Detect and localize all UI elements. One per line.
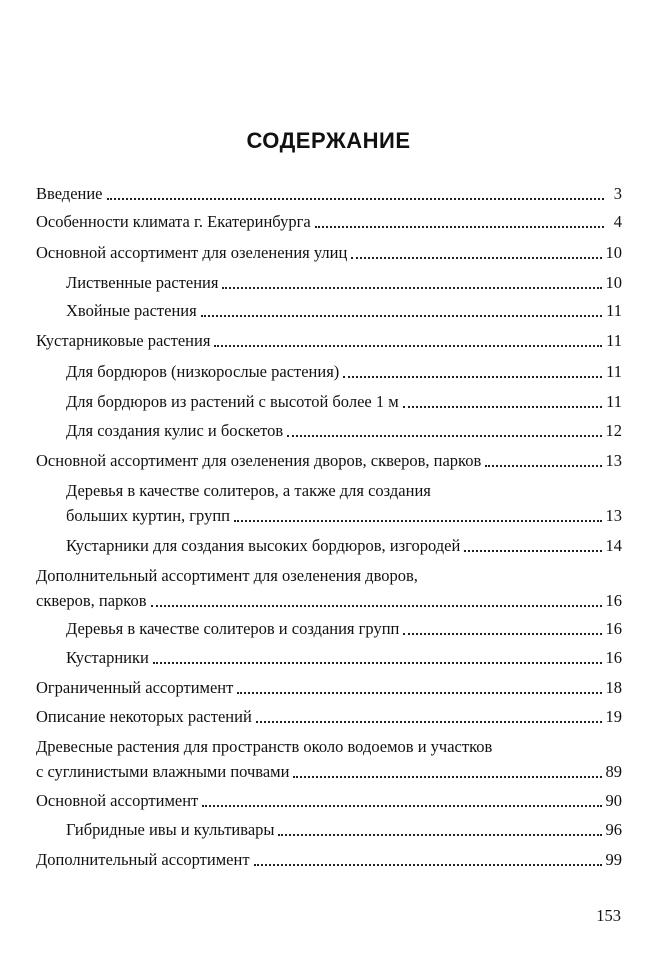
toc-entry [36, 677, 622, 699]
toc-entry-page: 16 [605, 648, 622, 667]
dot-leader [315, 211, 604, 228]
dot-leader [343, 361, 602, 378]
dot-leader [107, 183, 604, 200]
toc-entry-page: 11 [606, 392, 622, 411]
toc-entry-page: 10 [605, 273, 622, 292]
toc-entry-page: 16 [605, 591, 622, 610]
toc-entry-page: 16 [605, 619, 622, 638]
toc-entry-text: Кустарники [66, 648, 149, 667]
dot-leader [278, 819, 601, 836]
toc-subentry [66, 272, 622, 294]
toc-entry-page: 11 [606, 331, 622, 350]
dot-leader [214, 330, 602, 347]
toc-entry [36, 211, 622, 233]
toc-entry [36, 706, 622, 728]
toc-entry-page: 11 [606, 301, 622, 320]
toc-subentry [66, 819, 622, 841]
toc-entry [36, 790, 622, 812]
toc-entry-line1: Дополнительный ассортимент для озеленения дворов, [36, 566, 418, 585]
toc-subentry [66, 535, 622, 557]
toc-entry-text: больших куртин, групп [66, 506, 230, 525]
dot-leader [351, 242, 601, 259]
toc-entry-text: с суглинистыми влажными почвами [36, 762, 290, 781]
toc-entry-page: 18 [605, 678, 622, 697]
page-number: 153 [596, 906, 621, 925]
toc-entry-page: 11 [606, 362, 622, 381]
toc-entry-page: 99 [605, 850, 622, 869]
toc-entry-text: Введение [36, 184, 103, 203]
dot-leader [234, 505, 602, 522]
toc-entry-page: 13 [605, 451, 622, 470]
toc-subentry [66, 361, 622, 383]
toc-entry [36, 330, 622, 352]
toc-subentry [66, 647, 622, 669]
toc-subentry [66, 300, 622, 322]
toc-entry-page: 3 [613, 184, 622, 203]
toc-entry-page: 10 [605, 243, 622, 262]
toc-entry-text: Хвойные растения [66, 301, 197, 320]
toc-entry-page: 89 [605, 762, 622, 781]
dot-leader [464, 535, 601, 552]
toc-subentry [66, 505, 622, 527]
toc-entry-text: Для создания кулис и боскетов [66, 421, 284, 440]
dot-leader [403, 618, 601, 635]
toc-entry-text: Основной ассортимент [36, 791, 199, 810]
toc-entry-page: 19 [605, 707, 622, 726]
toc-entry-text: Особенности климата г. Екатеринбурга [36, 212, 311, 231]
toc-entry-line1: Древесные растения для пространств около водоемов и участков [36, 737, 493, 756]
toc-entry-text: Для бордюров из растений с высотой более 1 м [66, 392, 399, 411]
dot-leader [403, 391, 602, 408]
dot-leader [293, 761, 601, 778]
dot-leader [287, 420, 601, 437]
toc-entry-text: Деревья в качестве солитеров и создания групп [66, 619, 400, 638]
toc-subentry [66, 420, 622, 442]
toc-entry-page: 13 [605, 506, 622, 525]
toc-entry-page: 4 [613, 212, 622, 231]
toc-entry [36, 242, 622, 264]
toc-subentry [66, 618, 622, 640]
dot-leader [153, 647, 602, 664]
toc-entry [36, 590, 622, 612]
toc-entry-text: Ограниченный ассортимент [36, 678, 234, 697]
toc-entry [36, 450, 622, 472]
toc-entry [36, 183, 622, 205]
dot-leader [151, 590, 602, 607]
toc-entry-text: Кустарники для создания высоких бордюров, изгородей [66, 536, 461, 555]
page-title: СОДЕРЖАНИЕ [246, 128, 411, 153]
toc-entry-text: Кустарниковые растения [36, 331, 211, 350]
toc-entry-text: Описание некоторых растений [36, 707, 252, 726]
dot-leader [201, 300, 602, 317]
toc-entry-text: Основной ассортимент для озеленения улиц [36, 243, 348, 262]
dot-leader [202, 790, 601, 807]
dot-leader [485, 450, 601, 467]
toc-entry-text: Лиственные растения [66, 273, 219, 292]
dot-leader [254, 849, 602, 866]
toc-entry [36, 761, 622, 783]
toc-entry-page: 14 [605, 536, 622, 555]
toc-entry-page: 90 [605, 791, 622, 810]
toc-entry-page: 12 [605, 421, 622, 440]
toc-entry-text: Гибридные ивы и культивары [66, 820, 275, 839]
toc-entry-text: скверов, парков [36, 591, 147, 610]
toc-subentry-line1: Деревья в качестве солитеров, а также для создания [66, 481, 431, 500]
dot-leader [237, 677, 601, 694]
toc-entry-text: Основной ассортимент для озеленения дворов, скверов, парков [36, 451, 482, 470]
toc-subentry [66, 391, 622, 413]
toc-entry [36, 849, 622, 871]
toc-entry-text: Дополнительный ассортимент [36, 850, 250, 869]
dot-leader [256, 706, 602, 723]
dot-leader [222, 272, 601, 289]
toc-entry-page: 96 [605, 820, 622, 839]
toc-entry-text: Для бордюров (низкорослые растения) [66, 362, 340, 381]
